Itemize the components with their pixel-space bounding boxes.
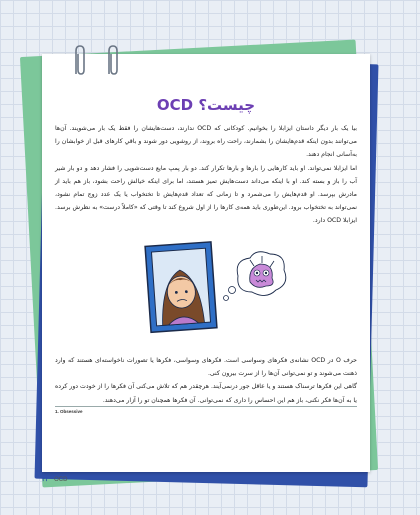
- footnote: 1. Obsessive: [55, 409, 83, 414]
- paragraph: حرف O در OCD نشانه‌ی فکرهای وسواسی است. فکرهای وسواسی، فکرها یا تصورات ناخواسته‌ای هستند که وارد ذهنت می‌شوند و تو نمی‌توانی آن‌ها را از سرت بیرون کنی.: [55, 357, 357, 378]
- paperclip-icon: [103, 44, 123, 78]
- footer-label: OCD: [54, 477, 68, 483]
- paperclip-icon: [70, 44, 90, 78]
- page-sheet: [42, 54, 370, 472]
- page-footer: [42, 476, 67, 483]
- page-number: ۴۳: [42, 477, 49, 483]
- girl-in-mirror-illustration: [142, 240, 222, 334]
- page-title: OCD چیست؟: [156, 96, 256, 114]
- intro-text: [55, 122, 357, 228]
- obsession-text: [55, 354, 357, 407]
- paragraph: گاهی این فکرها ترسناک هستند و یا عاقل جور درنمی‌آیند. هرچقدر هم که تلاش می‌کنی آن فکرها را از خودت دور کرده یا به آن‌ها فکر نکنی، باز هم این احساس را داری که نمی‌توانی. آن فکرها همچنان تو را آزار می‌دهند.: [55, 383, 357, 404]
- worry-monster-thought-bubble: [220, 246, 290, 304]
- paragraph: بیا یک بار دیگر داستان ایزابلا را بخوانیم. کودکانی که OCD ندارند، دست‌هایشان را فقط یک بار می‌شویند. آن‌ها می‌توانند بدون اینکه قدم‌هایشان را بشمارند، راحت راه بروند، از روشویی دور شوند و باقیِ کارهای قبل از خوابشان را به‌آسانی انجام دهند.: [55, 125, 358, 159]
- footnote-divider: [55, 406, 357, 407]
- paragraph: اما ایزابلا نمی‌تواند. او باید کارهایی را بارها و بارها تکرار کند. دو بار پمپ مایع دست‌شویی را فشار دهد و دو بار شیر آب را باز و بسته کند. او با اینکه می‌داند دست‌هایش تمیز هستند، اما برای اینکه خیالش راحت بشود، باز هم باید از مادرش بپرسد. او قدم‌هایش را می‌شمرد و تا زمانی که تعداد قدم‌هایش تا تختخواب یا یک عدد زوج تمام نشود، نمی‌تواند به تختخواب برود. این‌طوری باید همه‌ی کارها را از اول شروع کند تا وقتی که «کاملاً درست» به نظرش برسد. ایزابلا OCD دارد.: [55, 164, 357, 225]
